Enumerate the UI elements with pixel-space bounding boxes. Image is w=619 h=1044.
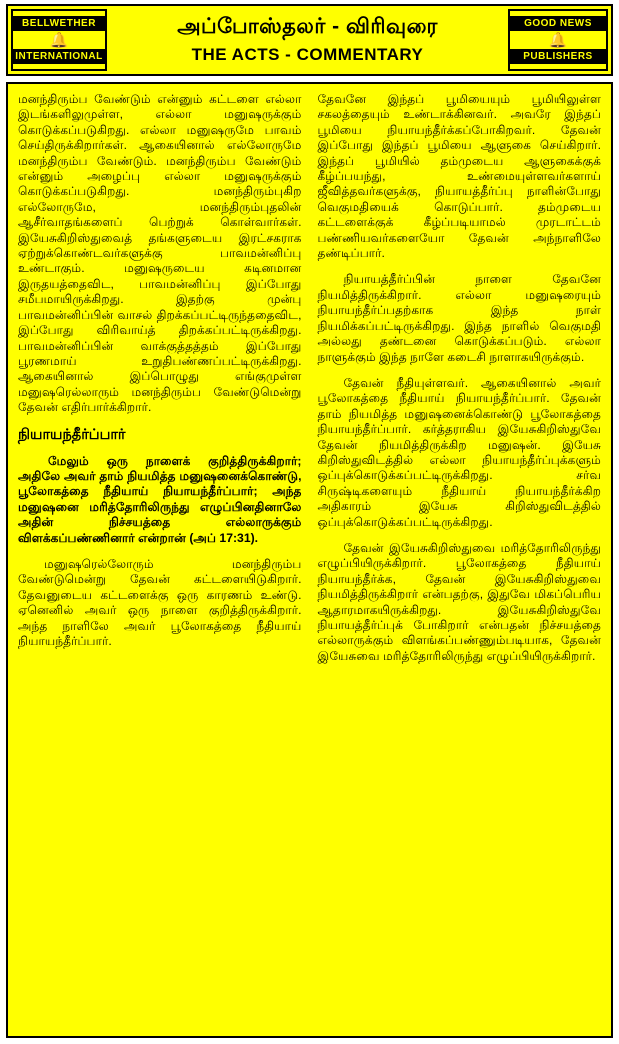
content-body bbox=[6, 82, 613, 1038]
bell-icon bbox=[13, 31, 105, 49]
bell-icon bbox=[510, 31, 606, 49]
section-heading: நியாயந்தீர்ப்பார் bbox=[18, 426, 126, 443]
logo-right-line2: PUBLISHERS bbox=[510, 49, 606, 64]
bell-glyph: 🔔 bbox=[49, 31, 69, 49]
scripture-quote: மேலும் ஒரு நாளைக் குறித்திருக்கிறார்; அதிலே அவர் தாம் நியமித்த மனுஷனைக்கொண்டு, பூலோகத்தை நீதியாய் நியாயந்தீர்ப்பார்; அந்த மனுஷனை மரித்தோரிலிருந்து எழுப்பினதினாலே அதின் நிச்சயத்தை எல்லாருக்கும் விளக்கப்பண்ணினார் என்றான் (அப் 17:31). bbox=[18, 453, 302, 545]
logo-right-line1: GOOD NEWS bbox=[510, 16, 606, 31]
publisher-logo-left bbox=[11, 9, 107, 71]
paragraph: மனுஷரெல்லோரும் மனந்திரும்ப வேண்டுமென்று தேவன் கட்டளையிடுகிறார். தேவனுடைய கட்டளைக்கு ஒரு காரணம் உண்டு. ஏனெனில் அவர் ஒரு நாளை குறித்திருக்கிறார். அந்த நாளிலே அவர் பூலோகத்தை நீதியாய் நியாயந்தீர்ப்பார். bbox=[18, 556, 302, 648]
paragraph: தேவனே இந்தப் பூமியையும் பூமியிலுள்ள சகலத்தையும் உண்டாக்கினவர். அவரே இந்தப் பூமியை நியாயந்தீர்க்கப்போகிறவர். தேவன் இப்போது இந்தப் பூமியை ஆளுகை செய்கிறார். இந்தப் பூமியில் தம்முடைய ஆளுகைக்குக் கீழ்ப்பயந்து, உண்மையுள்ளவர்களாய் ஜீவித்தவர்களுக்கு, நியாயத்தீர்ப்பு நாளின்போது வெகுமதியைக் கொடுப்பார். தம்முடைய கட்டளைக்குக் கீழ்ப்படியாமல் முரடாட்டம் பண்ணியவர்களையோ தேவன் அந்நாளிலே தண்டிப்பார். bbox=[317, 92, 601, 261]
publisher-logo-right bbox=[508, 9, 608, 71]
logo-left-line2: INTERNATIONAL bbox=[13, 49, 105, 64]
paragraph: தேவன் நீதியுள்ளவர். ஆகையினால் அவர் பூலோகத்தை நீதியாய் நியாயந்தீர்ப்பார். தேவன் தாம் நியமித்த மனுஷனைக்கொண்டு பூலோகத்தை நியாயந்தீர்ப்பார். கர்த்தராகிய இயேசுகிறிஸ்துவே தேவன் நியமித்திருக்கிற மனுஷன். இயேசு கிறிஸ்துவிடத்தில் எல்லா நியாயந்தீர்ப்புக்களும் ஒப்புக்கொடுக்கப்பட்டிருக்கிறது. சர்வ சிருஷ்டிகளையும் நீதியாய் நியாயந்தீர்க்கிற அதிகாரம் இயேசு கிறிஸ்துவிடத்தில் ஒப்புக்கொடுக்கப்பட்டிருக்கிறது. bbox=[317, 375, 601, 529]
logo-left-line1: BELLWETHER bbox=[13, 16, 105, 31]
bell-glyph: 🔔 bbox=[548, 31, 568, 49]
page-header bbox=[6, 4, 613, 76]
paragraph: நியாயத்தீர்ப்பின் நாளை தேவனே நியமித்திருக்கிறார். எல்லா மனுஷரையும் நியாயந்தீர்ப்பதற்காக இந்த நாள் நியமிக்கப்பட்டிருக்கிறது. இந்த நாளில் வெகுமதி அல்லது தண்டனை கொடுக்கப்படும். எல்லா நாளுக்கும் இந்த நாளே கடைசி நாளாகயிருக்கும். bbox=[317, 272, 601, 364]
paragraph: மனந்திரும்ப வேண்டும் என்னும் கட்டளை எல்லா இடங்களிலுமுள்ள, எல்லா மனுஷருக்கும் கொடுக்கப்படுகிறது. எல்லா மனுஷருமே பாவம் செய்திருக்கிறார்கள். ஆகையினால் எல்லோருமே மனந்திரும்ப வேண்டும். மனந்திரும்ப வேண்டும் என்னும் அழைப்பு எல்லா மனுஷருக்கும் கொடுக்கப்படுகிறது. மனந்திரும்புகிற எல்லோருமே, மனந்திரும்புதலின் ஆசீர்வாதங்களைப் பெற்றுக் கொள்வார்கள். இயேசுகிறிஸ்துவைத் தங்களுடைய இரட்சகராக ஏற்றுக்கொண்டவர்களுக்கு பாவமன்னிப்பு உண்டாகும். மனுஷருடைய கடினமான இருதயத்தைவிட, பாவமன்னிப்பு இப்போது சமீபமாயிருக்கிறது. இதற்கு முன்பு பாவமன்னிப்பின் வாசல் திறக்கப்பட்டிருந்ததைவிட, இப்போது விரிவாய்த் திறக்கப்பட்டிருக்கிறது. பாவமன்னிப்பின் வாக்குத்தத்தம் இப்போது பூரணமாய் உறுதிபண்ணப்பட்டிருக்கிறது. ஆகையினால் இப்பொழுது எங்குமுள்ள மனுஷரெல்லாரும் மனந்திரும்ப வேண்டுமென்று தேவன் எதிர்பார்க்கிறார். bbox=[18, 92, 302, 415]
header-titles bbox=[110, 6, 505, 74]
page-title-tamil: அப்போஸ்தலர் - விரிவுரை bbox=[177, 15, 438, 38]
left-column bbox=[8, 84, 310, 1036]
right-column bbox=[310, 84, 612, 1036]
paragraph: தேவன் இயேசுகிறிஸ்துவை மரித்தோரிலிருந்து எழுப்பியிருக்கிறார். பூலோகத்தை நீதியாய் நியாயந்தீர்க்க, தேவன் இயேசுகிறிஸ்துவை நியமித்திருக்கிறார் என்பதற்கு, இதுவே மிகப்பெரிய ஆதாரமாகயிருக்கிறது. இயேசுகிறிஸ்துவே நியாயத்தீர்ப்புக் போகிறார் என்பதன் நிச்சயத்தை எல்லாருக்கும் விளங்கப்பண்ணும்படியாக, தேவன் இயேசுவை மரித்தோரிலிருந்து எழுப்பியிருக்கிறார். bbox=[317, 540, 601, 663]
page-title-english: THE ACTS - COMMENTARY bbox=[191, 45, 424, 64]
